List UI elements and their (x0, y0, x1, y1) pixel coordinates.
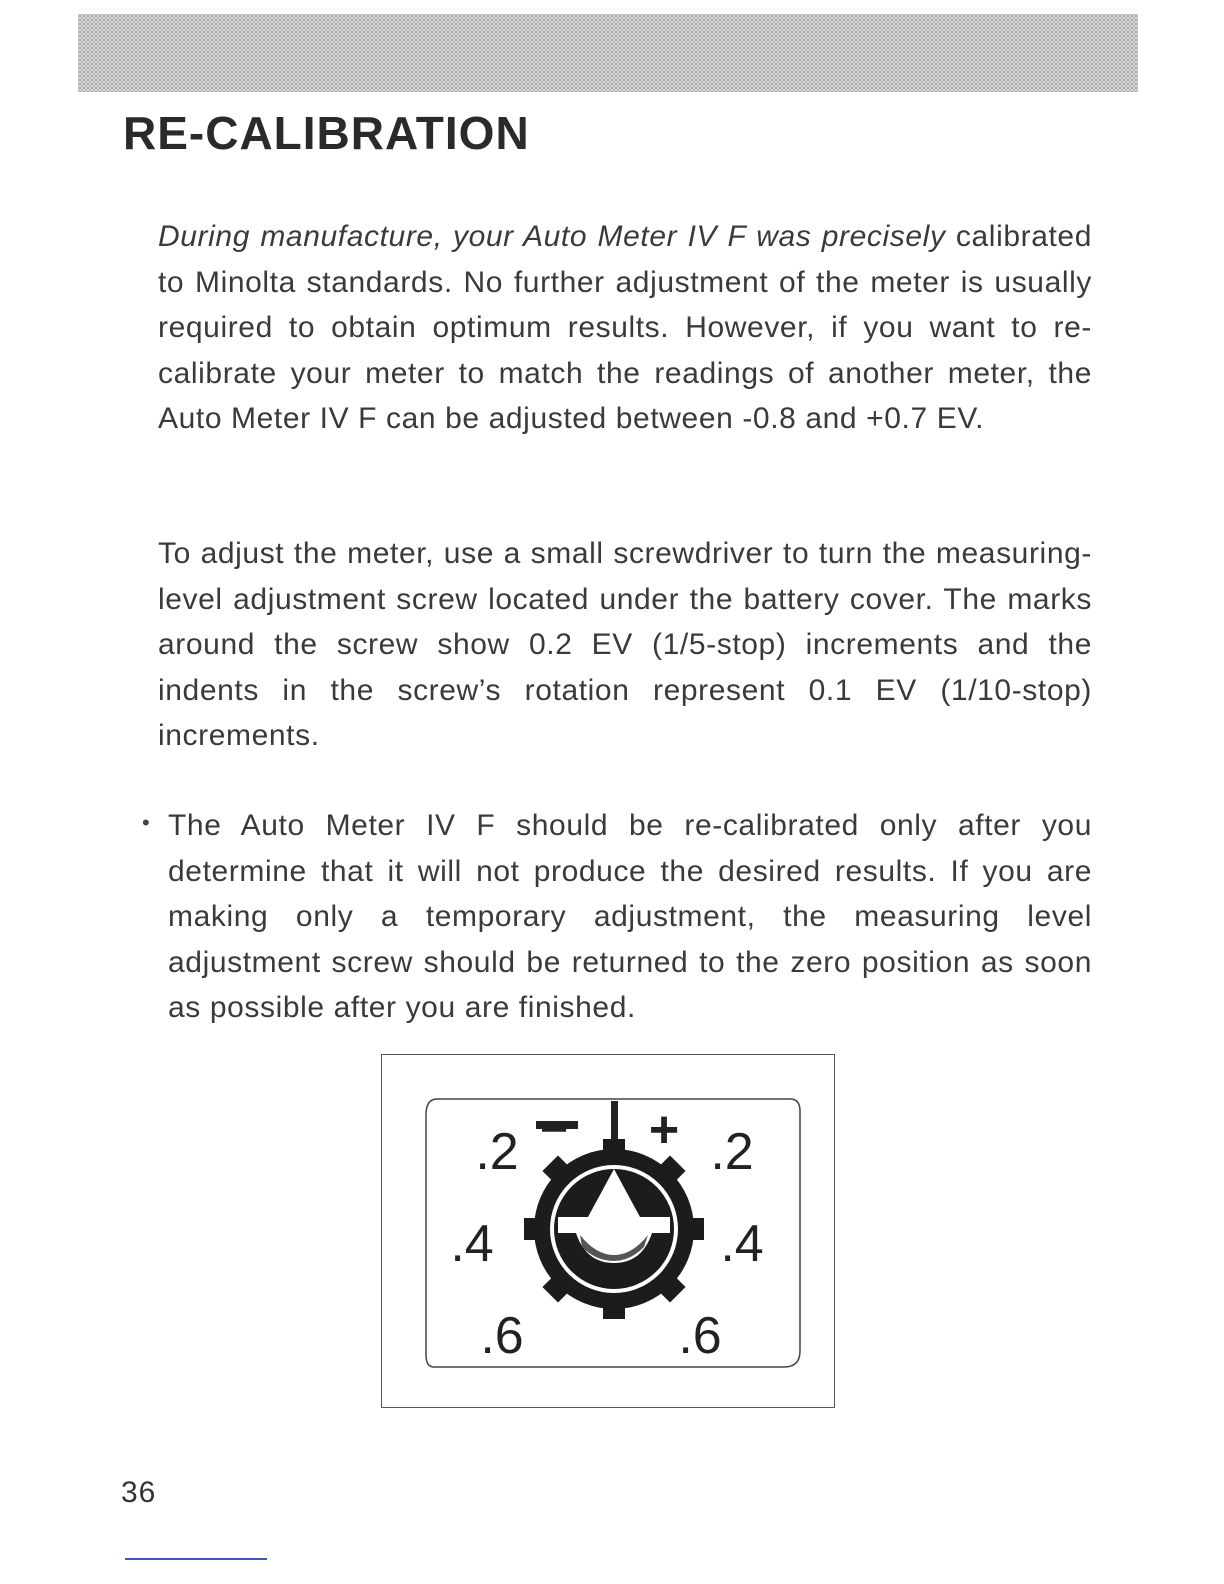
bullet-dot-icon: • (142, 810, 150, 835)
left-label-4: .4 (450, 1215, 494, 1273)
left-label-2: .2 (475, 1123, 519, 1181)
adjust-paragraph: To adjust the meter, use a small screwdriver to turn the measuring-level adjustment screw located under the battery cover. The marks around the screw show 0.2 EV (1/5-stop) increments and the indents in the screw’s rotation represent 0.1 EV (1/10-stop) increments. (158, 537, 1092, 752)
right-label-4: .4 (720, 1215, 764, 1273)
screw-diagram (382, 1055, 836, 1409)
minus-symbol: − (539, 1103, 569, 1156)
intro-body-text: calibrated to Minolta standards. No further adjustment of the meter is usually required to obtain optimum results. However, if you want to re-calibrate your meter to match the readings of another meter, the Auto Meter IV F can be adjusted between -0.8 and +0.7 EV. (158, 220, 1092, 435)
header-banner (78, 14, 1138, 92)
intro-paragraph (158, 214, 1092, 442)
intro-lead-text: During manufacture, your Auto Meter IV F was precisely (158, 220, 946, 253)
note-paragraph: The Auto Meter IV F should be re-calibrated only after you determine that it will not produce the desired results. If you are making only a temporary adjustment, the measuring level adjustment screw should be returned to the zero position as soon as possible after you are finished. (168, 809, 1092, 1024)
footer-rule (125, 1558, 267, 1560)
page-number: 36 (121, 1476, 157, 1509)
adjustment-screw-figure (381, 1054, 835, 1408)
page-title: RE-CALIBRATION (123, 107, 530, 159)
plus-symbol: + (648, 1101, 680, 1159)
left-label-6: .6 (480, 1307, 524, 1365)
right-label-6: .6 (678, 1307, 722, 1365)
right-label-2: .2 (710, 1123, 754, 1181)
